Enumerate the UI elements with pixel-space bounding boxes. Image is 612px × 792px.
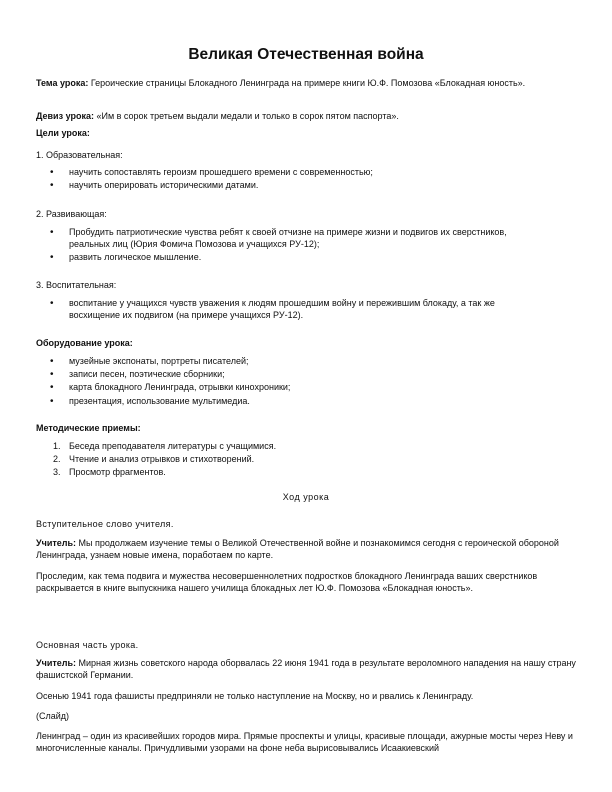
methods-heading: Методические приемы:: [36, 423, 141, 433]
teacher-label: Учитель:: [36, 658, 77, 668]
list-item: • музейные экспонаты, портреты писателей;: [36, 356, 541, 368]
list-number: 2.: [53, 454, 61, 465]
list-text: Чтение и анализ отрывков и стихотворений.: [69, 454, 255, 465]
main-part-heading: Основная часть урока.: [36, 640, 139, 650]
topic-text: Героические страницы Блокадного Ленинграда на примере книги Ю.Ф. Помозова «Блокадная юность».: [88, 78, 526, 88]
list-item: [36, 467, 541, 479]
list-item: • воспитание у учащихся чувств уважения к людям прошедшим войну и пережившим блокаду, а так же восхищение их подвигом (на примере учащихся РУ-12).: [36, 298, 541, 321]
motto-paragraph: [36, 111, 581, 123]
list-number: 1.: [53, 441, 61, 451]
document-title: Великая Отечественная война: [188, 46, 424, 63]
list-item: • развить логическое мышление.: [36, 252, 541, 264]
slide-note: (Слайд): [36, 711, 70, 721]
upbringing-list: [36, 298, 541, 323]
list-text: Просмотр фрагментов.: [69, 467, 166, 478]
list-item: • карта блокадного Ленинграда, отрывки кинохроники;: [36, 382, 541, 394]
main-text-1: Мирная жизнь советского народа оборвалась 22 июня 1941 года в результате вероломного нападения на нашу страну фашистской Германии.: [36, 658, 576, 680]
list-item: • записи песен, поэтические сборники;: [36, 369, 541, 381]
intro-paragraph-2: Проследим, как тема подвига и мужества несовершеннолетних подростков блокадного Ленинграда ваших сверстников раскрывается в книге выпускника нашего училища блокадных лет Ю.Ф. Помозова «Блокадная юность».: [36, 571, 538, 593]
goals-heading: Цели урока:: [36, 128, 90, 138]
equipment-list: [36, 356, 541, 409]
developing-heading: 2. Развивающая:: [36, 209, 107, 219]
main-paragraph-4: Ленинград – один из красивейших городов мира. Прямые проспекты и улицы, красивые площади, ажурные мосты через Неву и многочисленные каналы. Причудливыми узорами на фоне неба вырисовывались Исаакиевский: [36, 731, 573, 753]
list-item: • научить сопоставлять героизм прошедшего времени с современностью;: [36, 167, 541, 179]
list-item: [36, 441, 541, 453]
educational-heading: 1. Образовательная:: [36, 150, 123, 160]
educational-list: [36, 167, 541, 193]
topic-paragraph: [36, 78, 581, 90]
list-item: [36, 454, 541, 466]
equipment-heading: Оборудование урока:: [36, 338, 133, 348]
upbringing-heading: 3. Воспитательная:: [36, 280, 117, 290]
motto-label: Девиз урока:: [36, 111, 94, 121]
intro-text-1: Мы продолжаем изучение темы о Великой Отечественной войне и познакомимся сегодня с героической обороной Ленинграда, узнаем новые имена, поработаем по карте.: [36, 538, 559, 560]
intro-paragraph-1: [36, 538, 581, 561]
teacher-label: Учитель:: [36, 538, 77, 548]
list-item: • презентация, использование мультимедиа.: [36, 396, 541, 408]
motto-text: «Им в сорок третьем выдали медали и только в сорок пятом паспорта».: [93, 111, 399, 121]
main-paragraph-1: [36, 658, 581, 681]
list-item: • научить оперировать историческими датами.: [36, 180, 541, 192]
lesson-course-heading: Ход урока: [282, 492, 330, 502]
developing-list: [36, 227, 541, 265]
intro-heading: Вступительное слово учителя.: [36, 519, 174, 529]
methods-list: [36, 441, 541, 481]
list-text: Беседа преподавателя литературы с учащимися.: [69, 441, 277, 451]
topic-label: Тема урока:: [36, 78, 89, 88]
main-paragraph-2: Осенью 1941 года фашисты предприняли не только наступление на Москву, но и рвались к Ленинграду.: [36, 691, 474, 701]
list-number: 3.: [53, 467, 61, 478]
list-item: • Пробудить патриотические чувства ребят к своей отчизне на примере жизни и подвигов их сверстников, реальных лиц (Юрия Фомича Помозова и учащихся РУ-12);: [36, 227, 541, 250]
